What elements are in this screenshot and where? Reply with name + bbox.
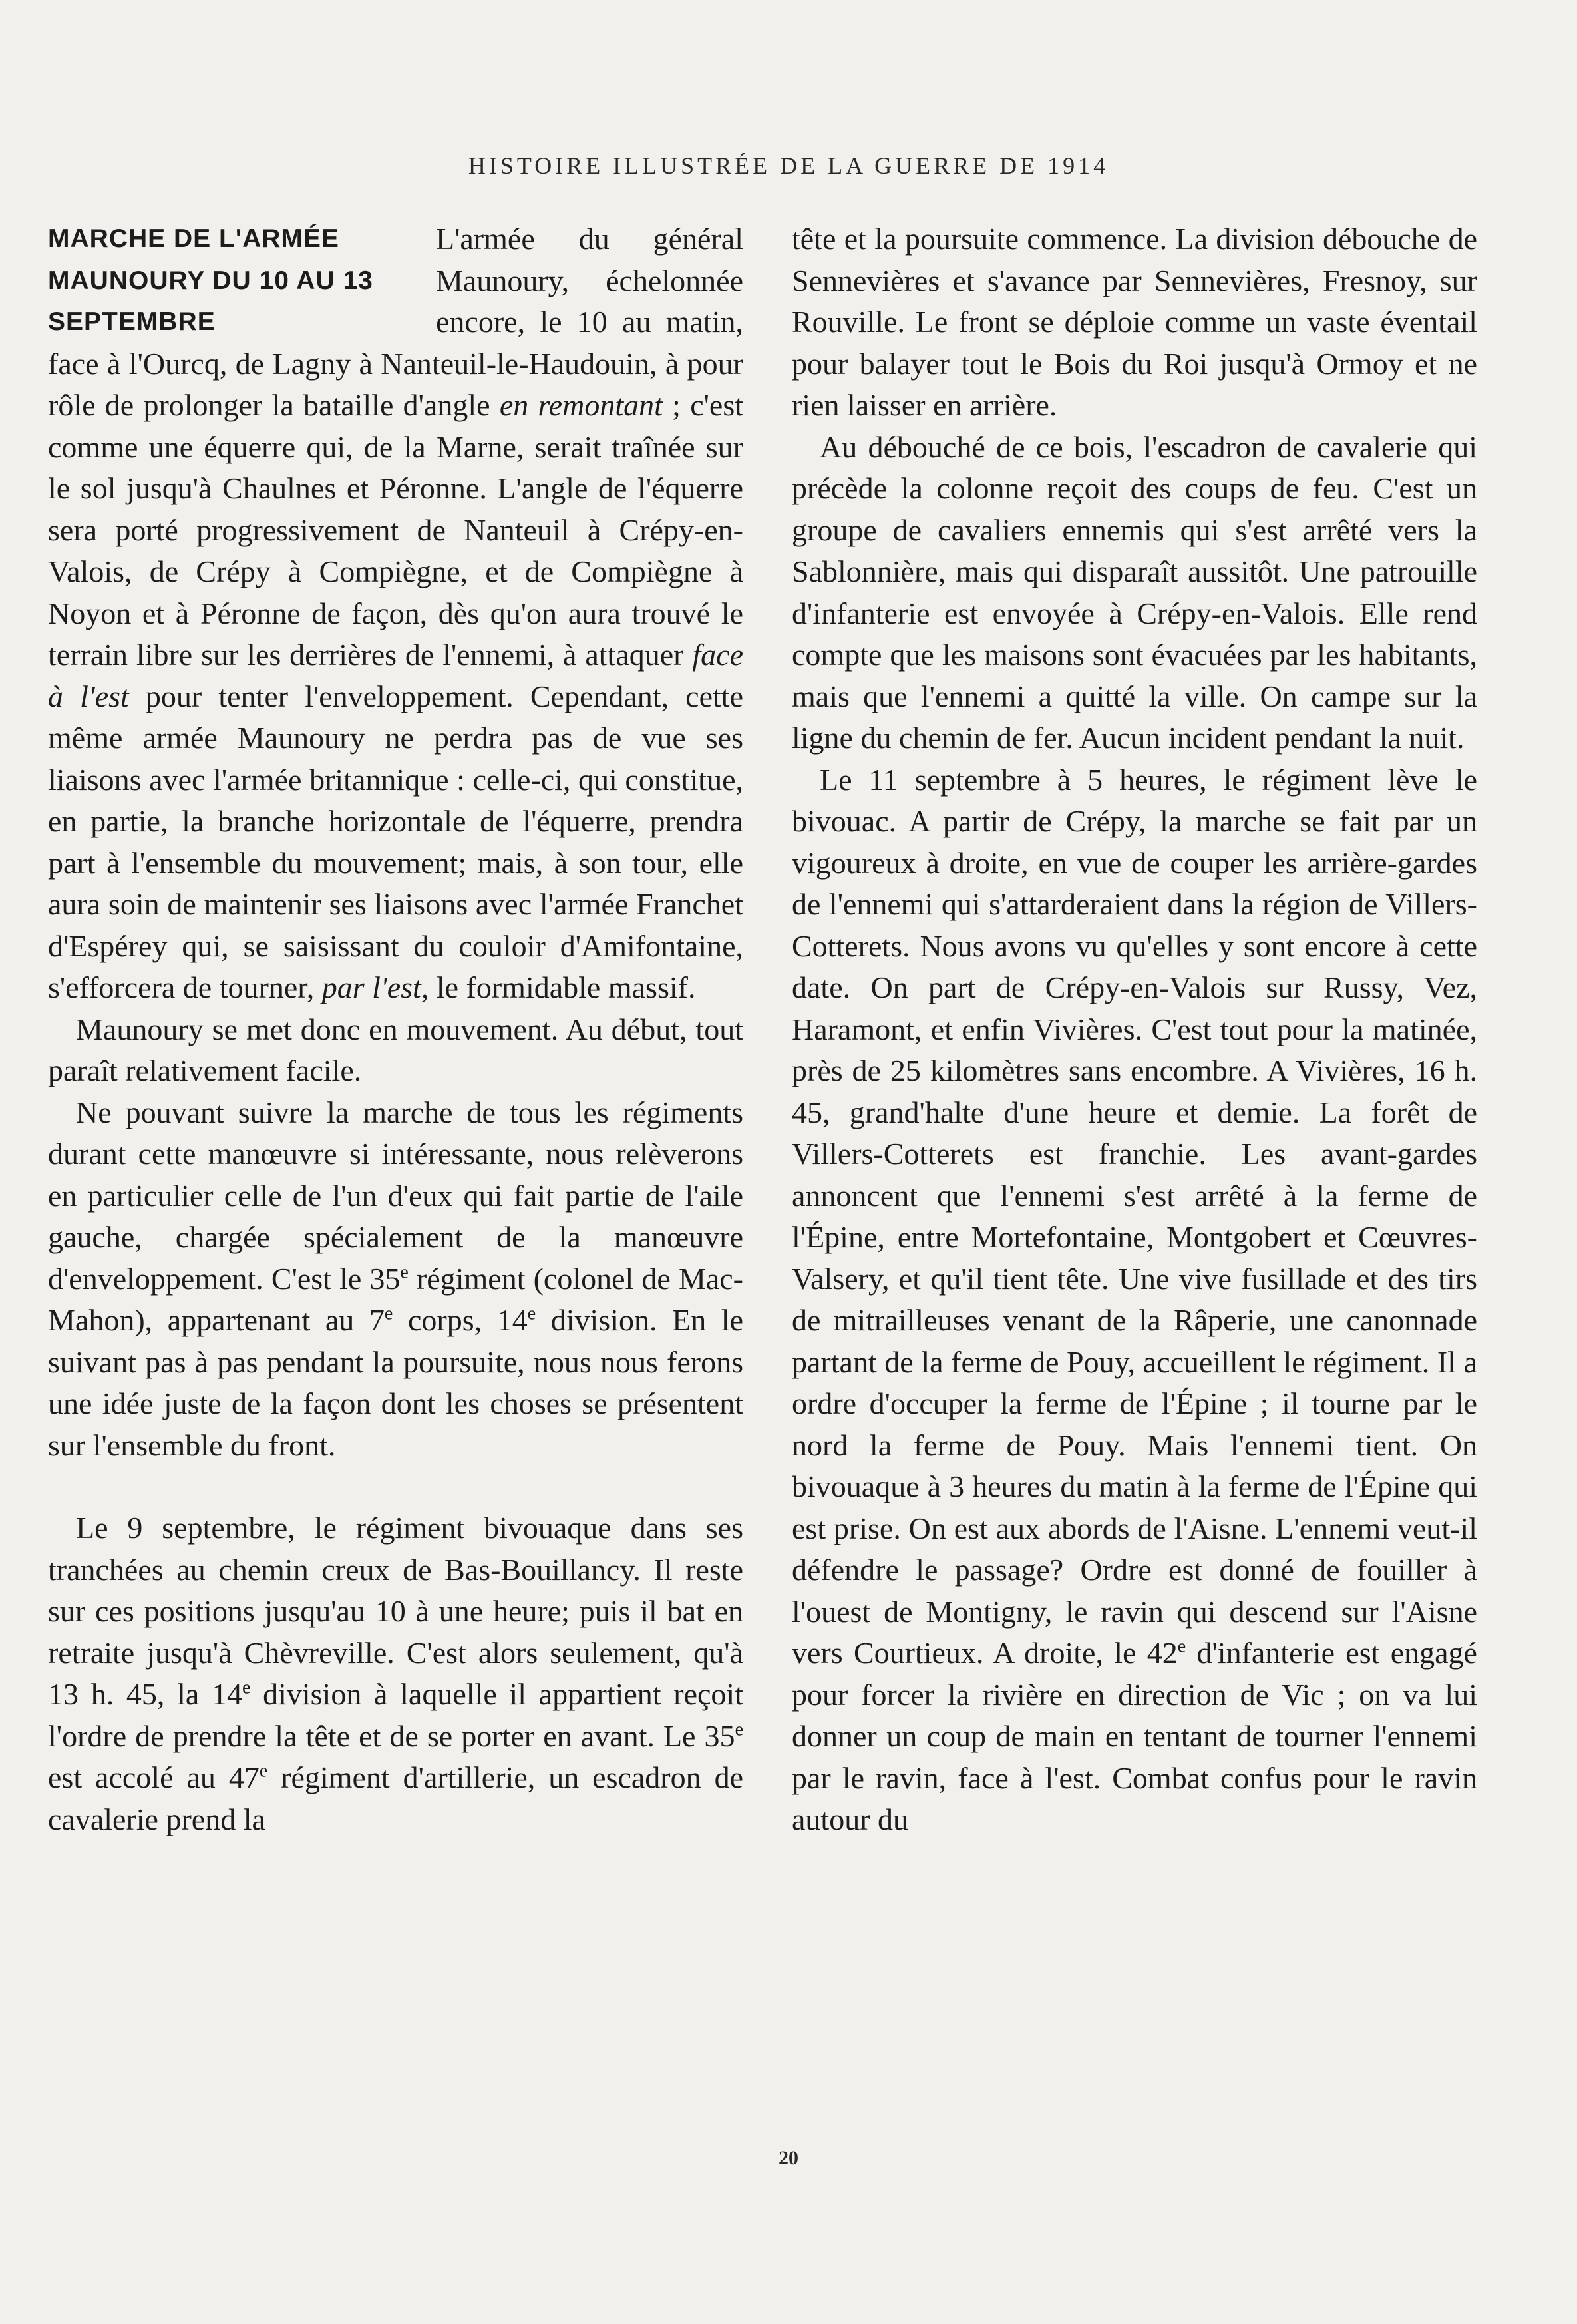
paragraph: Le 9 septembre, le régiment bivouaque dans ses tranchées au chemin creux de Bas-Bouillancy. Il reste sur ces positions jusqu'au 10 à une heure; puis il bat en retraite jusqu'à Chèvreville. C'est alors seulement, qu'à 13 h. 45, la 14e division à laquelle il appartient reçoit l'ordre de prendre la tête et de se porter en avant. Le 35e est accolé au 47e régiment d'artillerie, un escadron de cavalerie prend la <box>48 1511 743 1836</box>
left-column <box>48 218 743 1840</box>
paragraph: L'armée du général Maunoury, échelonnée encore, le 10 au matin, face à l'Ourcq, de Lagny à Nanteuil-le-Haudouin, à pour rôle de prolonger la bataille d'angle en remontant ; c'est comme une équerre qui, de la Marne, serait traînée sur le sol jusqu'à Chaulnes et Péronne. L'angle de l'équerre sera porté progressivement de Nanteuil à Crépy-en-Valois, de Crépy à Compiègne, et de Compiègne à Noyon et à Péronne de façon, dès qu'on aura trouvé le terrain libre sur les derrières de l'ennemi, à attaquer face à l'est pour tenter l'enveloppement. Cependant, cette même armée Maunoury ne perdra pas de vue ses liaisons avec l'armée britannique : celle-ci, qui constitue, en partie, la branche horizontale de l'équerre, prendra part à l'ensemble du mouvement; mais, à son tour, elle aura soin de maintenir ses liaisons avec l'armée Franchet d'Espérey qui, se saisissant du couloir d'Amifontaine, s'efforcera de tourner, par l'est, le formidable massif. <box>48 222 743 1004</box>
right-column <box>792 218 1477 1841</box>
running-head: HISTOIRE ILLUSTRÉE DE LA GUERRE DE 1914 <box>468 152 1109 179</box>
paragraph: Au débouché de ce bois, l'escadron de cavalerie qui précède la colonne reçoit des coups de feu. C'est un groupe de cavaliers ennemis qui s'est arrêté vers la Sablonnière, mais qui disparaît aussitôt. Une patrouille d'infanterie est envoyée à Crépy-en-Valois. Elle rend compte que les maisons sont évacuées par les habitants, mais que l'ennemi a quitté la ville. On campe sur la ligne du chemin de fer. Aucun incident pendant la nuit. <box>792 429 1477 755</box>
paragraph: Ne pouvant suivre la marche de tous les régiments durant cette manœuvre si intéressante, nous relèverons en particulier celle de l'un d'eux qui fait partie de l'aile gauche, chargée spécialement de la manœuvre d'enveloppement. C'est le 35e régiment (colonel de Mac-Mahon), appartenant au 7e corps, 14e division. En le suivant pas à pas pendant la poursuite, nous nous ferons une idée juste de la façon dont les choses se présentent sur l'ensemble du front. <box>48 1095 744 1462</box>
paragraph: Maunoury se met donc en mouvement. Au début, tout paraît relativement facile. <box>48 1012 743 1087</box>
page-number: 20 <box>779 2147 798 2169</box>
section-sidehead: MARCHE DE L'ARMÉE MAUNOURY DU 10 AU 13 SEPTEMBRE <box>48 224 373 336</box>
paragraph: Le 11 septembre à 5 heures, le régiment lève le bivouac. A partir de Crépy, la marche se fait par un vigoureux à droite, en vue de couper les arrière-gardes de l'ennemi qui s'attarderaient dans la région de Villers-Cotterets. Nous avons vu qu'elles y sont encore à cette date. On part de Crépy-en-Valois sur Russy, Vez, Haramont, et enfin Vivières. C'est tout pour la matinée, près de 25 kilomètres sans encombre. A Vivières, 16 h. 45, grand'halte d'une heure et demie. La forêt de Villers-Cotterets est franchie. Les avant-gardes annoncent que l'ennemi s'est arrêté à la ferme de l'Épine, entre Mortefontaine, Montgobert et Cœuvres-Valsery, et qu'il tient tête. Une vive fusillade et des tirs de mitrailleuses venant de la Râperie, une canonnade partant de la ferme de Pouy, accueillent le régiment. Il a ordre d'occuper la ferme de l'Épine ; il tourne par le nord la ferme de Pouy. Mais l'ennemi tient. On bivouaque à 3 heures du matin à la ferme de l'Épine qui est prise. On est aux abords de l'Aisne. L'ennemi veut-il défendre le passage? Ordre est donné de fouiller à l'ouest de Montigny, le ravin qui descend sur l'Aisne vers Courtieux. A droite, le 42e d'infanterie est engagé pour forcer la rivière en direction de Vic ; on va lui donner un coup de main en tentant de tourner l'ennemi par le ravin, face à l'est. Combat confus pour le ravin autour du <box>792 762 1477 1836</box>
paragraph: tête et la poursuite commence. La division débouche de Sennevières et s'avance par Sennevières, Fresnoy, sur Rouville. Le front se déploie comme un vaste éventail pour balayer tout le Bois du Roi jusqu'à Ormoy et ne rien laisser en arrière. <box>792 222 1477 422</box>
